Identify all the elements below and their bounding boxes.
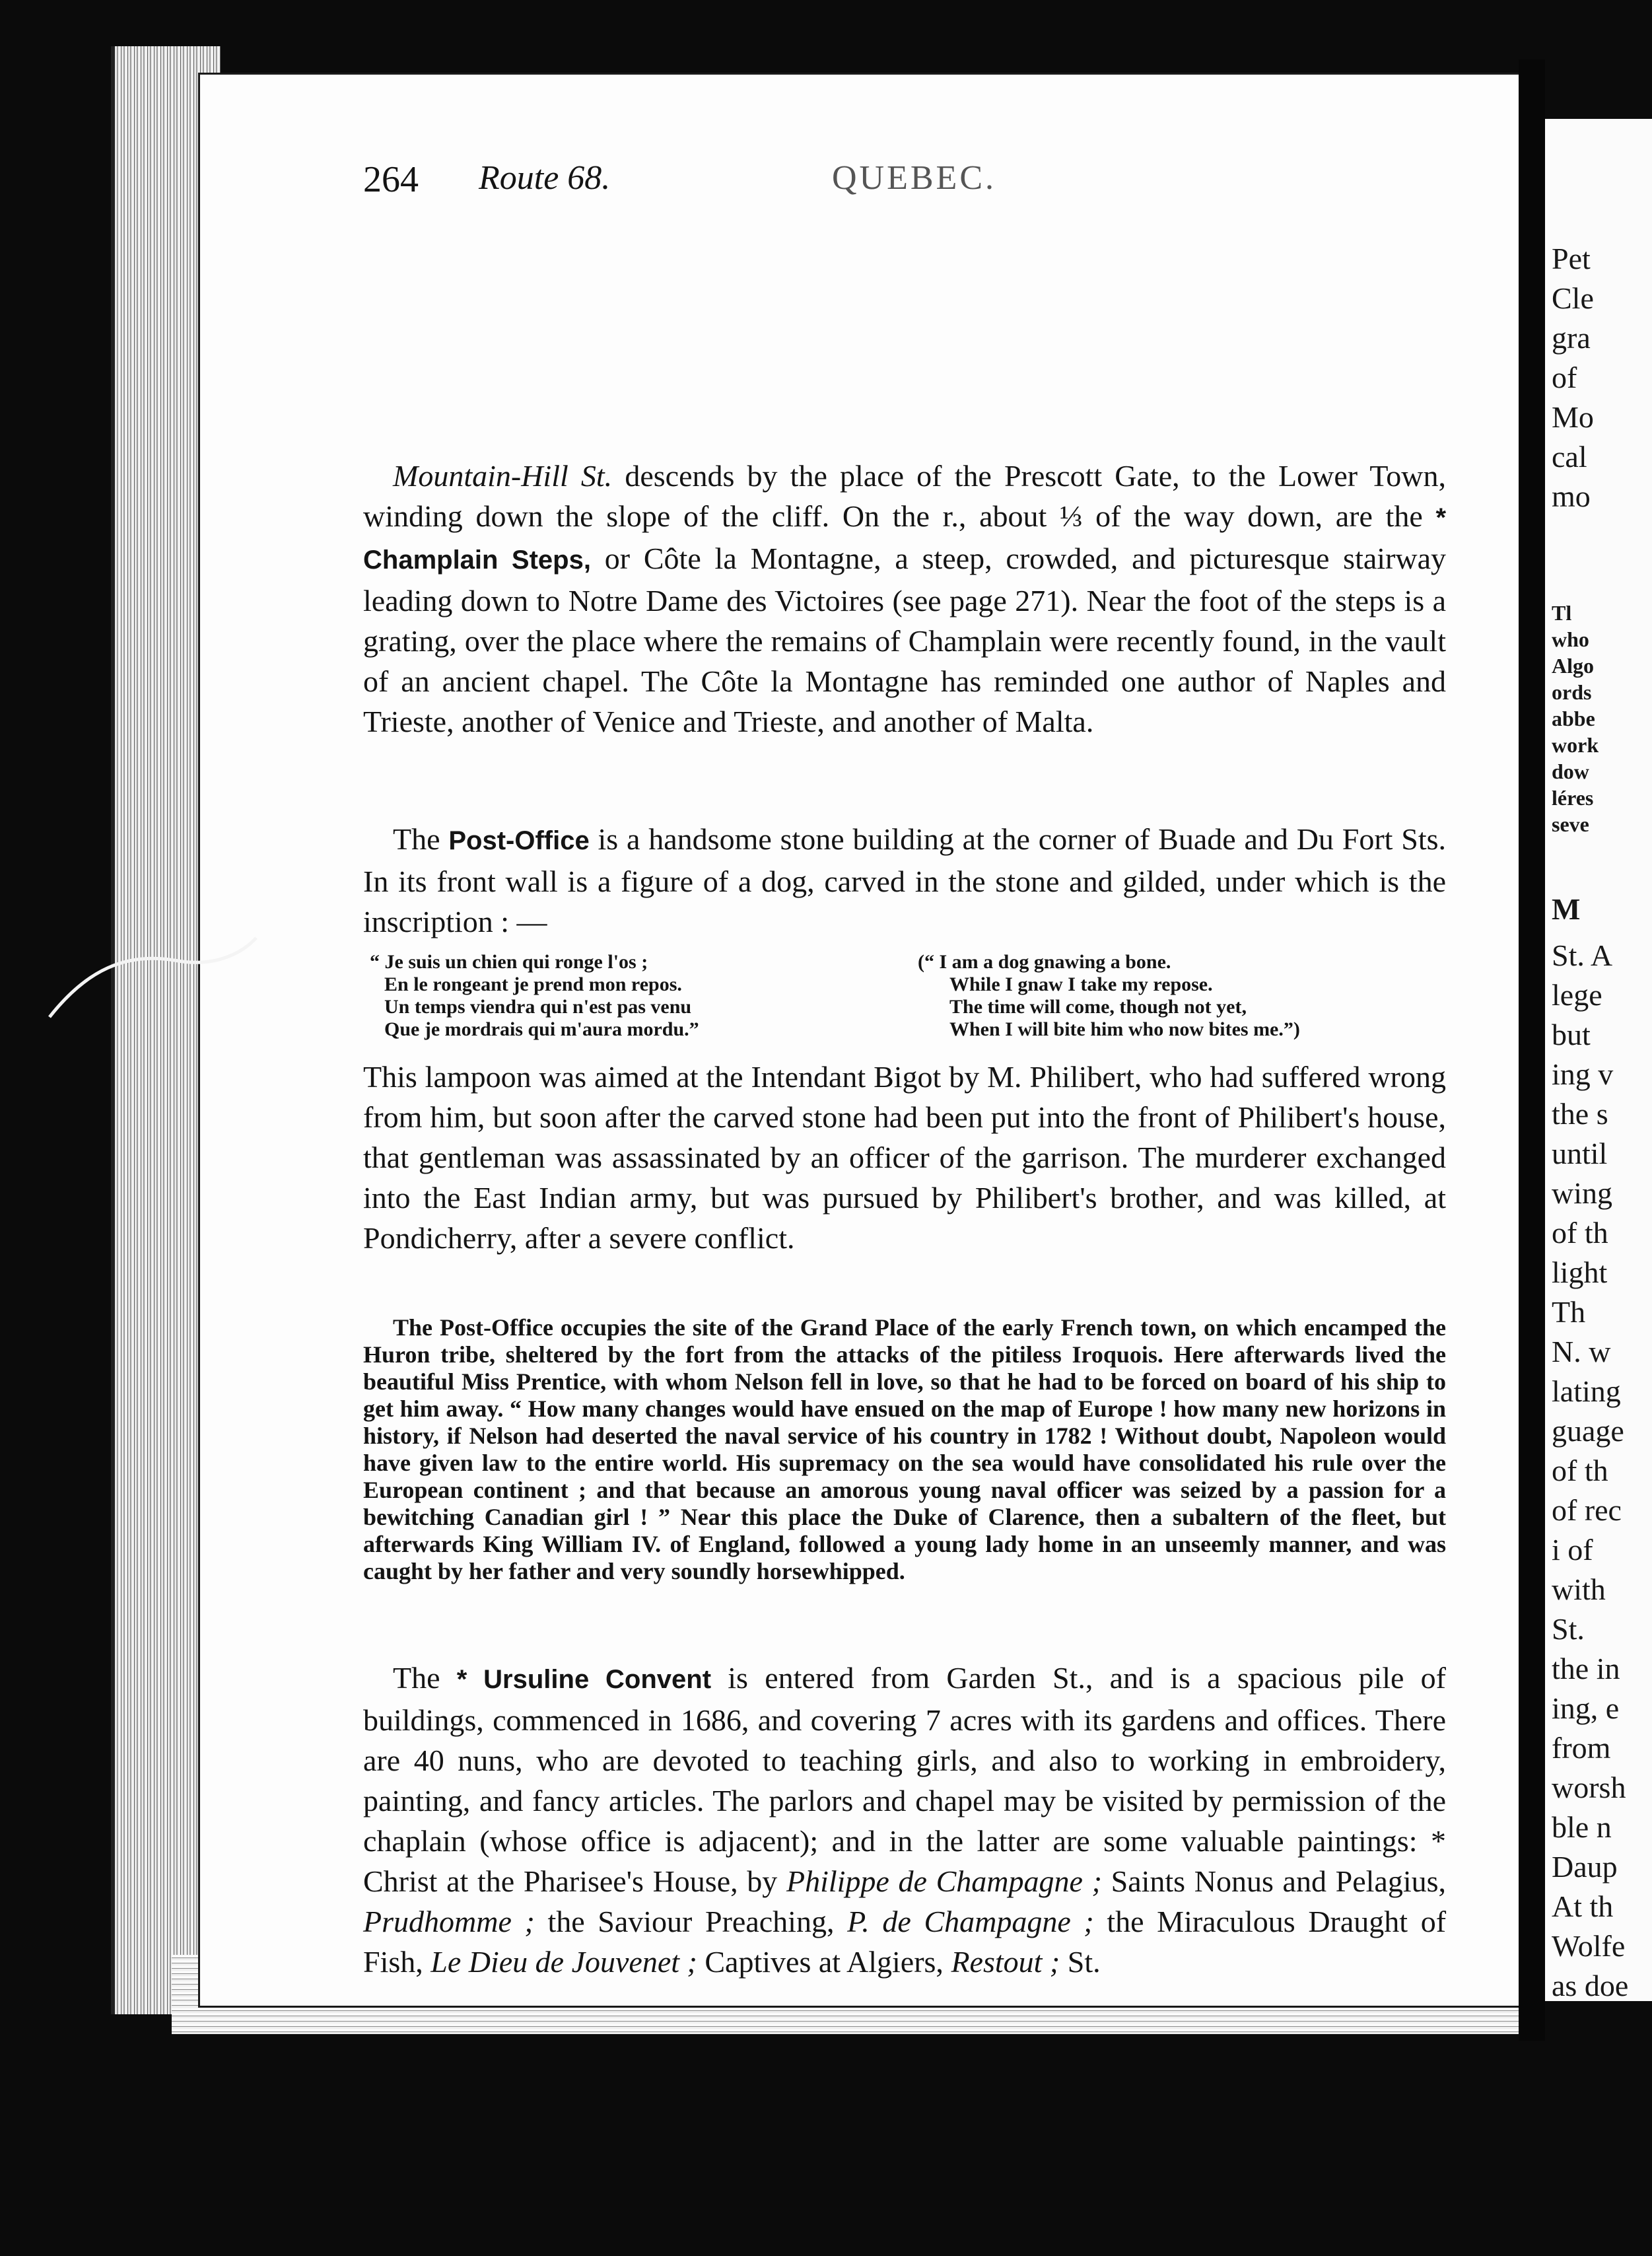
verse-line: When I will bite him who now bites me.”) (949, 1018, 1300, 1040)
right-line: Th (1552, 1295, 1586, 1329)
right-line: as doe (1552, 1969, 1629, 2001)
right-line: seve (1552, 812, 1589, 836)
ursuline-convent-heading: * Ursuline Convent (456, 1665, 712, 1694)
right-line: of (1552, 361, 1577, 394)
text-run: is a handsome stone building at the corner of Buade and Du Fort Sts. In its front wall is a figure of a dog, carved in the stone and gilded, under which is the inscription : — (363, 822, 1447, 938)
right-line: lating (1552, 1374, 1621, 1408)
lampoon-text: This lampoon was aimed at the Intendant Bigot by M. Philibert, who had suffered wrong from him, but soon after the carved stone had been put into the front of Philibert's house, that gentleman was assassinated by an officer of the garrison. The murderer exchanged into the East Indian army, but was pursued by Philibert's brother, and was killed, at Pondicherry, after a severe conflict. (363, 1060, 1446, 1255)
right-line: Mo (1552, 400, 1594, 434)
right-line: from (1552, 1731, 1611, 1765)
right-line: cal (1552, 440, 1587, 474)
right-line: of th (1552, 1216, 1608, 1250)
verse-line: Que je mordrais qui m'aura mordu.” (384, 1018, 699, 1040)
right-line: light (1552, 1255, 1608, 1289)
artist-name: Le Dieu de Jouvenet ; (430, 1945, 697, 1979)
artist-name: Restout ; (951, 1945, 1060, 1979)
right-line: the s (1552, 1097, 1608, 1131)
verse-line: The time will come, though not yet, (949, 996, 1247, 1018)
right-line: ing v (1552, 1057, 1614, 1091)
right-heading: M (1552, 892, 1581, 926)
right-facing-page (1545, 119, 1652, 2001)
page-number: 264 (363, 159, 419, 200)
text-run: is entered from Garden St., and is a spacious pile of buildings, commenced in 1686, and covering 7 acres with its gardens and offices. There are 40 nuns, who are devoted to teaching girls, and also to working in embroidery, painting, and fancy articles. The parlors and chapel may be visited by permission of the chaplain (whose office is adjacent); and in the latter are some valuable paintings: (363, 1661, 1446, 1858)
paragraph-post-office (363, 819, 1446, 942)
post-office-history-text: The Post-Office occupies the site of the Grand Place of the early French town, on which encamped the Huron tribe, sheltered by the fort from the attacks of the pitiless Iroquois. Here afterwards lived the beautiful Miss Prentice, with whom Nelson fell in love, so that he had to be forced on board of his ship to get him away. “ How many changes would have ensued on the map of Europe ! how many new horizons in history, if Nelson had deserted the naval service of his country in 1782 ! Without doubt, Napoleon would have given law to the entire world. His supremacy on the sea would have consolidated his rule over the European continent ; and that because an amorous young naval officer was seized by a passion for a bewitching Canadian girl ! ” Near this place the Duke of Clarence, then a subaltern of the fleet, but afterwards King William IV. of England, followed a young lady home in an unseemly manner, and was caught by her father and very soundly horsewhipped. (363, 1314, 1446, 1584)
text-run: the Miraculous Draught of Fish, (363, 1905, 1447, 1979)
right-line: of th (1552, 1454, 1608, 1487)
right-line: At th (1552, 1889, 1614, 1923)
post-office-heading: Post-Office (448, 826, 590, 855)
text-run: Saints Nonus and Pelagius, (1111, 1864, 1447, 1898)
english-translation (918, 951, 1300, 1041)
right-line: gra (1552, 321, 1591, 355)
right-line: abbe (1552, 707, 1595, 730)
right-line: Daup (1552, 1850, 1618, 1884)
right-line: St. (1552, 1612, 1585, 1646)
text-run: the Saviour Preaching, (547, 1905, 835, 1938)
right-line: the in (1552, 1652, 1620, 1685)
page-gutter (1519, 59, 1545, 2041)
right-line: N. w (1552, 1335, 1611, 1368)
right-line: worsh (1552, 1771, 1626, 1804)
right-line: Pet (1552, 242, 1591, 275)
verse-line: “ Je suis un chien qui ronge l'os ; (370, 951, 648, 973)
text-run: The (393, 822, 440, 856)
right-line: Cle (1552, 281, 1594, 315)
paragraph-small-print (363, 1314, 1446, 1585)
right-line: ble n (1552, 1810, 1612, 1844)
street-name: Mountain-Hill St. (393, 459, 613, 493)
right-line: mo (1552, 479, 1591, 513)
right-line: but (1552, 1018, 1591, 1051)
text-run: * Christ at the Pharisee's House, by (363, 1824, 1446, 1898)
artist-name: P. de Champagne ; (847, 1905, 1094, 1938)
hair-artifact (46, 911, 258, 1024)
running-head (363, 159, 1354, 205)
right-line: who (1552, 627, 1589, 651)
right-line: St. A (1552, 938, 1613, 972)
verse-line: (“ I am a dog gnawing a bone. (918, 951, 1171, 973)
artist-name: Philippe de Champagne ; (786, 1864, 1102, 1898)
paragraph-lampoon (363, 1057, 1446, 1258)
french-inscription (370, 951, 699, 1041)
right-line: dow (1552, 759, 1589, 783)
right-line: ing, e (1552, 1691, 1620, 1725)
text-run: The (393, 1661, 440, 1695)
right-line: i of (1552, 1533, 1593, 1567)
right-line: wing (1552, 1176, 1612, 1210)
text-run: or Côte la Montagne, a steep, crowded, and picturesque stairway leading down to Notre Dame des Victoires (see page 271). Near the foot of the steps is a grating, over the place where the remains of Champlain were recently found, in the vault of an ancient chapel. The Côte la Montagne has reminded one author of Naples and Trieste, another of Venice and Trieste, and another of Malta. (363, 542, 1447, 738)
right-line: léres (1552, 786, 1594, 810)
right-line: lege (1552, 978, 1602, 1012)
verse-line: Un temps viendra qui n'est pas venu (384, 996, 692, 1018)
right-line: ords (1552, 680, 1592, 704)
city-label: QUEBEC. (832, 159, 996, 197)
right-line: with (1552, 1572, 1606, 1606)
right-line: until (1552, 1137, 1608, 1170)
paragraph-ursuline (363, 1658, 1446, 1982)
verse-line: While I gnaw I take my repose. (949, 973, 1213, 995)
artist-name: Prudhomme ; (363, 1905, 535, 1938)
right-line: work (1552, 733, 1599, 757)
right-line: Wolfe (1552, 1929, 1626, 1963)
route-label: Route 68. (479, 159, 611, 197)
right-line: guage (1552, 1414, 1624, 1448)
right-line: Tl (1552, 601, 1572, 625)
verse-line: En le rongeant je prend mon repos. (384, 973, 682, 995)
paragraph-mountain-hill (363, 456, 1446, 742)
right-line: of rec (1552, 1493, 1622, 1527)
right-line: Algo (1552, 654, 1594, 678)
champlain-steps-heading: * Champlain Steps, (363, 503, 1447, 575)
text-run: descends by the place of the Prescott Gate, to the Lower Town, winding down the slope of the cliff. On the r., about ⅓ of the way down, are the (363, 459, 1446, 533)
text-run: Captives at Algiers, (705, 1945, 944, 1979)
text-run: St. (1067, 1945, 1101, 1979)
